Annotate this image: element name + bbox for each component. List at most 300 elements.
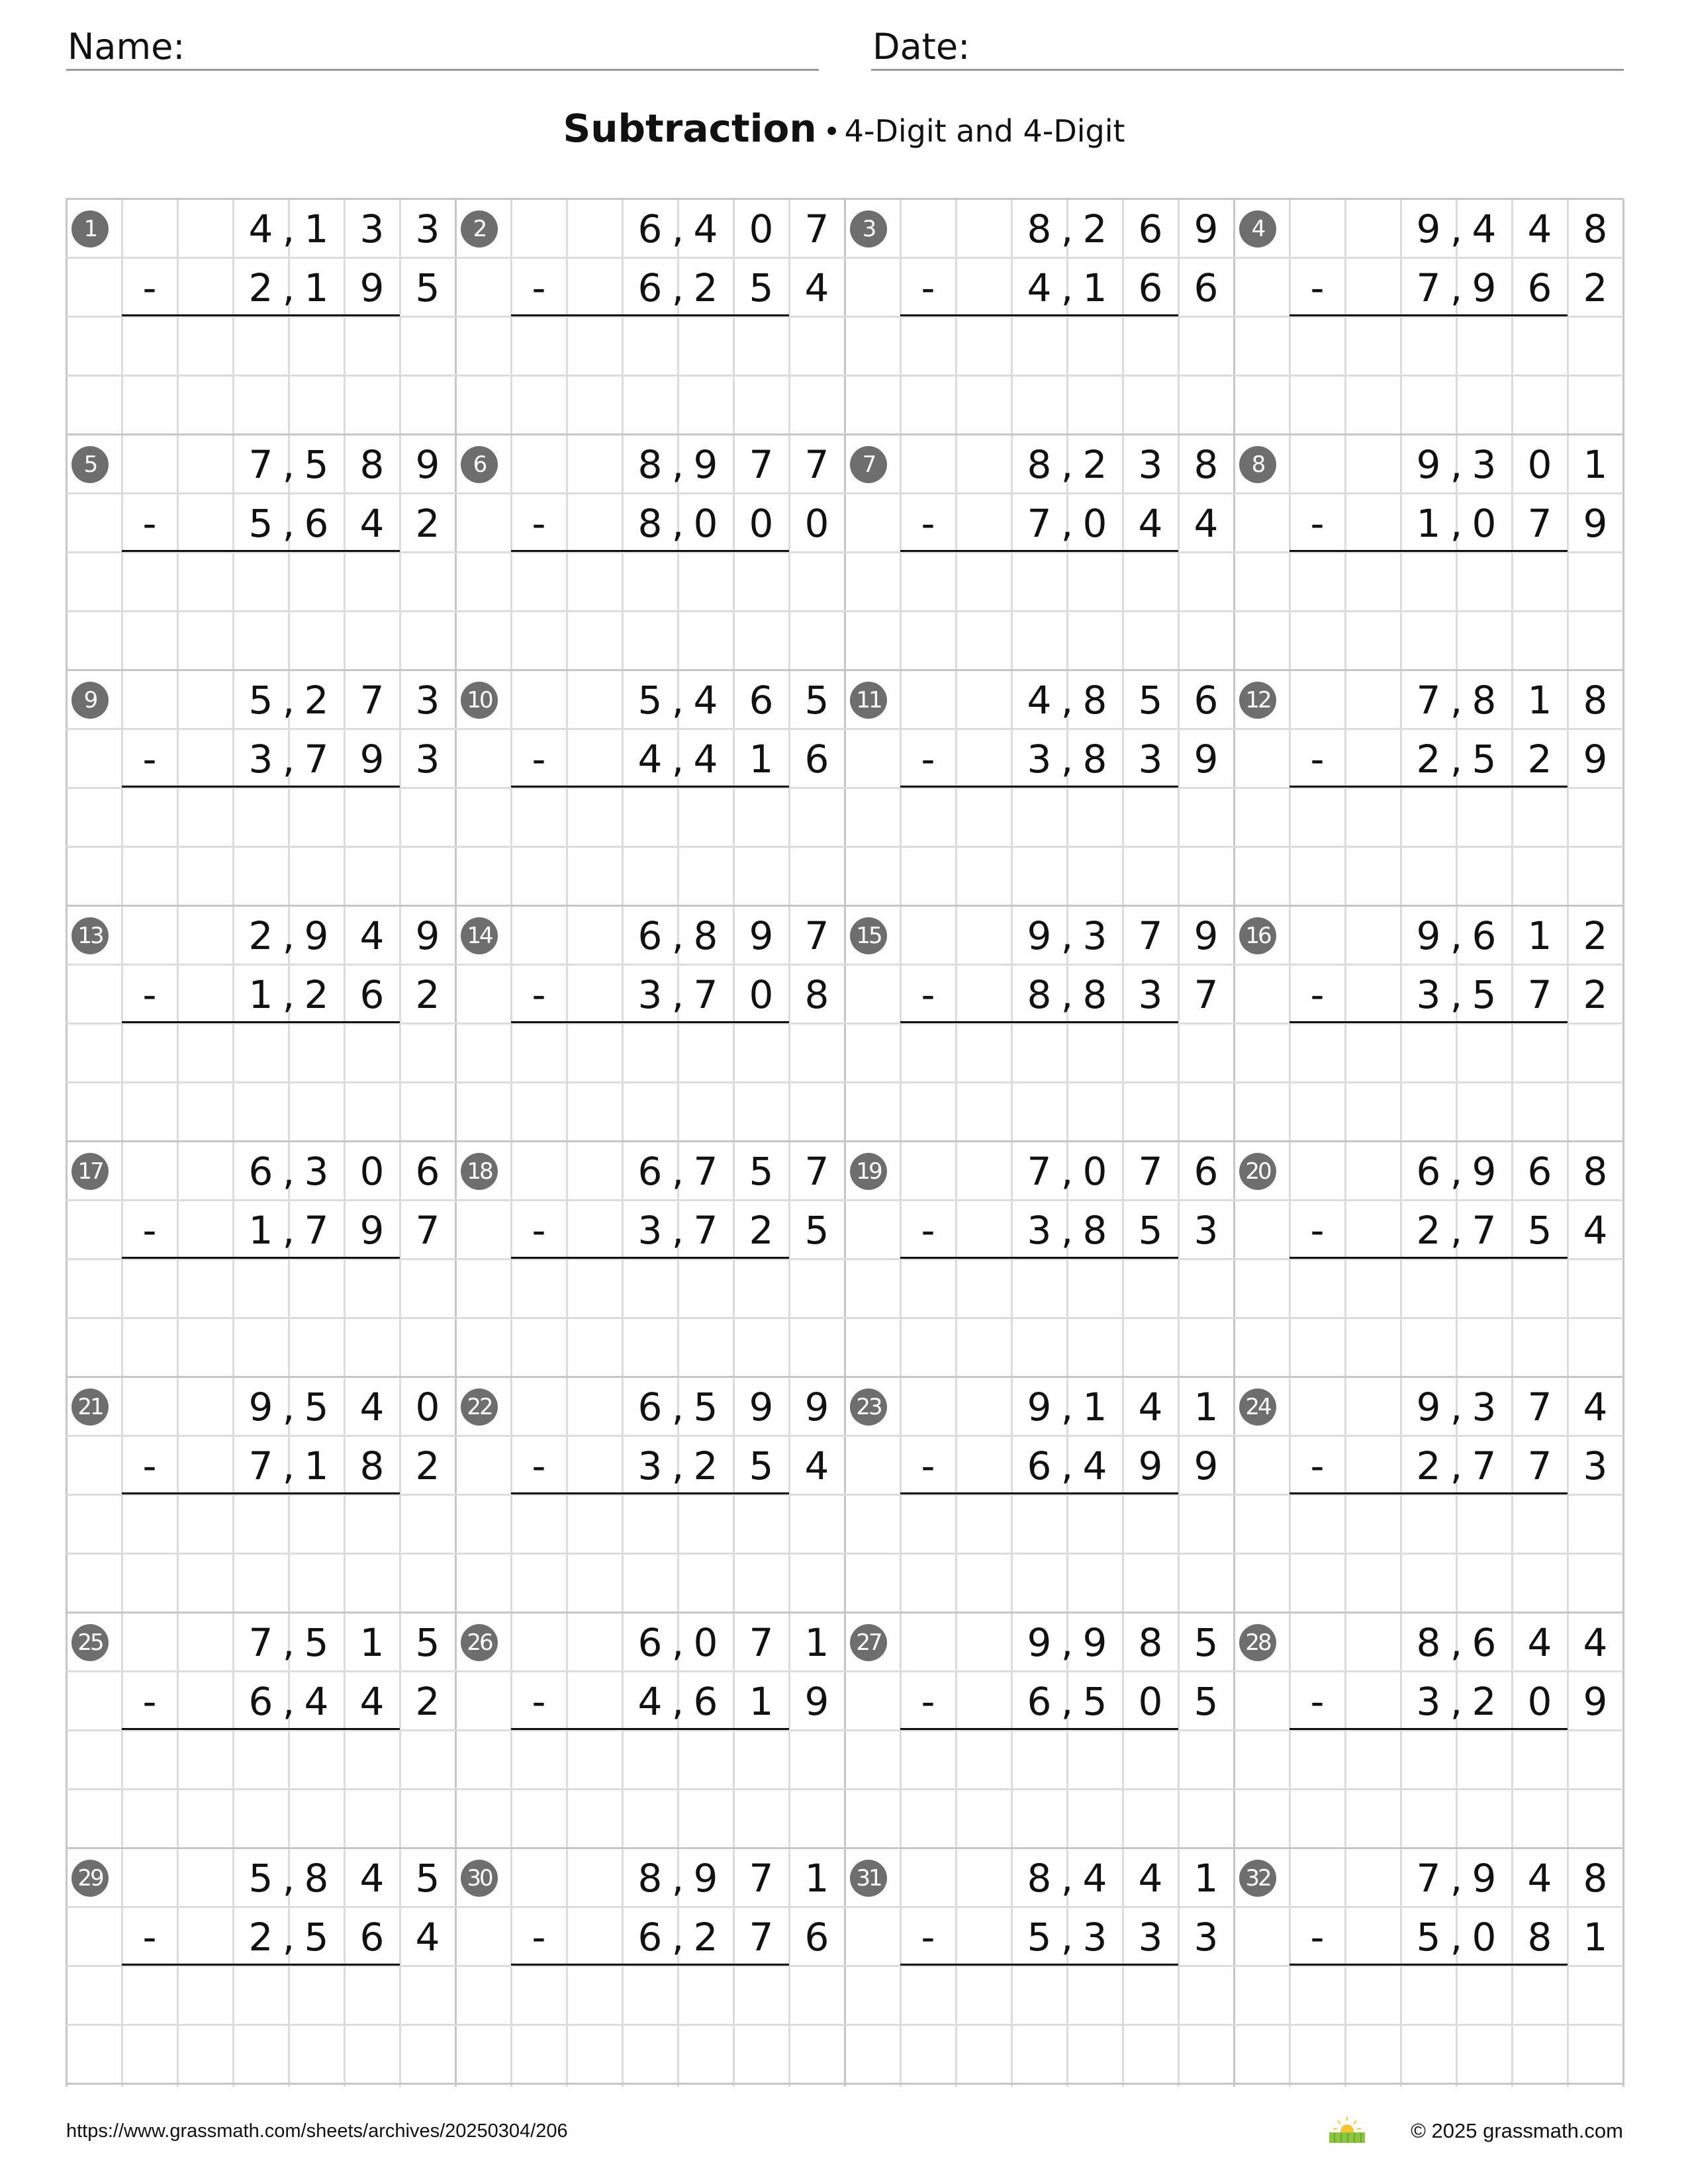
minuend-digit: 3 xyxy=(1138,442,1163,487)
thousands-comma: , xyxy=(1060,1679,1074,1724)
subtrahend-digit: 3 xyxy=(637,1208,663,1253)
subtrahend-digit: 2 xyxy=(1416,1443,1441,1488)
subtrahend-digit: 5 xyxy=(804,1208,829,1253)
minuend-digit: 9 xyxy=(693,1856,718,1901)
date-field[interactable] xyxy=(871,25,1624,71)
subtrahend-digit: 0 xyxy=(1472,1915,1497,1960)
minuend-digit: 8 xyxy=(1583,206,1608,251)
minuend-digit: 9 xyxy=(1194,206,1219,251)
subtrahend-digit: 3 xyxy=(637,1443,663,1488)
thousands-comma: , xyxy=(1450,442,1463,487)
problem-number-badge: 21 xyxy=(71,1388,109,1426)
subtrahend-digit: 6 xyxy=(1527,265,1552,310)
minuend-digit: 7 xyxy=(1416,1856,1441,1901)
minus-sign: - xyxy=(921,1208,935,1253)
minus-sign: - xyxy=(142,972,157,1017)
subtrahend-digit: 7 xyxy=(749,1915,774,1960)
subtrahend-digit: 7 xyxy=(693,1208,718,1253)
minuend-digit: 1 xyxy=(1194,1856,1219,1901)
minus-sign: - xyxy=(1310,737,1325,782)
minus-sign: - xyxy=(921,501,935,546)
minuend-digit: 7 xyxy=(749,442,774,487)
subtrahend-digit: 3 xyxy=(248,737,273,782)
thousands-comma: , xyxy=(671,265,684,310)
subtrahend-digit: 1 xyxy=(304,265,329,310)
thousands-comma: , xyxy=(282,678,295,723)
subtrahend-digit: 9 xyxy=(1583,1679,1608,1724)
subtrahend-digit: 5 xyxy=(1416,1915,1441,1960)
problem-number-badge: 7 xyxy=(850,446,887,483)
date-label: Date: xyxy=(872,26,970,68)
minuend-digit: 5 xyxy=(804,678,829,723)
problem-number-badge: 16 xyxy=(1239,917,1276,954)
minuend-digit: 6 xyxy=(248,1149,273,1194)
problem-number-badge: 18 xyxy=(461,1153,498,1190)
minuend-digit: 9 xyxy=(693,442,718,487)
problem xyxy=(66,1377,455,1612)
thousands-comma: , xyxy=(282,972,295,1017)
thousands-comma: , xyxy=(1450,1443,1463,1488)
problem-number-badge: 14 xyxy=(461,917,498,954)
problem xyxy=(66,199,455,434)
subtrahend-digit: 7 xyxy=(1472,1443,1497,1488)
thousands-comma: , xyxy=(1060,913,1074,958)
subtrahend-digit: 6 xyxy=(804,737,829,782)
minuend-digit: 7 xyxy=(749,1620,774,1665)
subtrahend-digit: 2 xyxy=(304,972,329,1017)
minuend-digit: 3 xyxy=(304,1149,329,1194)
problem xyxy=(845,434,1234,670)
thousands-comma: , xyxy=(282,1385,295,1430)
problem-number-badge: 19 xyxy=(850,1153,887,1190)
problem-number-badge: 27 xyxy=(850,1624,887,1661)
minuend-digit: 6 xyxy=(1138,206,1163,251)
minuend-digit: 5 xyxy=(248,678,273,723)
subtrahend-digit: 4 xyxy=(804,265,829,310)
thousands-comma: , xyxy=(1450,1149,1463,1194)
subtrahend-digit: 5 xyxy=(248,501,273,546)
minuend-digit: 6 xyxy=(637,1149,663,1194)
minuend-digit: 1 xyxy=(1082,1385,1107,1430)
thousands-comma: , xyxy=(1450,1620,1463,1665)
footer-copyright: © 2025 grassmath.com xyxy=(1411,2119,1623,2142)
subtrahend-digit: 2 xyxy=(415,1679,440,1724)
minus-sign: - xyxy=(532,501,546,546)
minuend-digit: 5 xyxy=(304,442,329,487)
subtrahend-digit: 9 xyxy=(1138,1443,1163,1488)
thousands-comma: , xyxy=(671,1620,684,1665)
answer-line xyxy=(1289,1964,1568,1966)
minus-sign: - xyxy=(532,1679,546,1724)
subtrahend-digit: 4 xyxy=(637,737,663,782)
answer-line xyxy=(1289,1728,1568,1730)
subtrahend-digit: 3 xyxy=(1027,1208,1052,1253)
minuend-digit: 6 xyxy=(1472,913,1497,958)
thousands-comma: , xyxy=(282,1915,295,1960)
problem xyxy=(845,1377,1234,1612)
problem-number-badge: 29 xyxy=(71,1860,109,1897)
subtrahend-digit: 3 xyxy=(1194,1208,1219,1253)
subtrahend-digit: 0 xyxy=(749,501,774,546)
minuend-digit: 4 xyxy=(693,678,718,723)
minus-sign: - xyxy=(142,501,157,546)
answer-line xyxy=(1289,314,1568,316)
subtrahend-digit: 4 xyxy=(359,1679,385,1724)
minuend-digit: 4 xyxy=(1527,206,1552,251)
minuend-digit: 3 xyxy=(359,206,385,251)
minuend-digit: 7 xyxy=(248,442,273,487)
problem-number-badge: 22 xyxy=(461,1388,498,1426)
minuend-digit: 7 xyxy=(1138,913,1163,958)
minuend-digit: 1 xyxy=(1527,913,1552,958)
thousands-comma: , xyxy=(671,678,684,723)
subtrahend-digit: 1 xyxy=(1082,265,1107,310)
problem xyxy=(66,1612,455,1848)
minuend-digit: 9 xyxy=(1027,1385,1052,1430)
minuend-digit: 7 xyxy=(248,1620,273,1665)
minuend-digit: 9 xyxy=(1472,1856,1497,1901)
thousands-comma: , xyxy=(1450,678,1463,723)
minuend-digit: 1 xyxy=(804,1620,829,1665)
subtrahend-digit: 5 xyxy=(304,1915,329,1960)
problem xyxy=(1234,1377,1623,1612)
thousands-comma: , xyxy=(1450,737,1463,782)
thousands-comma: , xyxy=(1450,1915,1463,1960)
problem xyxy=(1234,199,1623,434)
problem xyxy=(455,905,845,1141)
subtrahend-digit: 9 xyxy=(804,1679,829,1724)
problem xyxy=(66,1848,455,2083)
minuend-digit: 5 xyxy=(304,1385,329,1430)
minuend-digit: 8 xyxy=(1027,442,1052,487)
minuend-digit: 1 xyxy=(359,1620,385,1665)
thousands-comma: , xyxy=(1450,913,1463,958)
problem xyxy=(66,434,455,670)
minuend-digit: 8 xyxy=(1583,678,1608,723)
minuend-digit: 9 xyxy=(749,913,774,958)
problem-number-badge: 13 xyxy=(71,917,109,954)
problem-number-badge: 23 xyxy=(850,1388,887,1426)
thousands-comma: , xyxy=(1450,1679,1463,1724)
answer-line xyxy=(511,1492,789,1494)
answer-line xyxy=(1289,786,1568,788)
thousands-comma: , xyxy=(1060,737,1074,782)
answer-line xyxy=(122,550,400,552)
name-label: Name: xyxy=(68,26,185,68)
thousands-comma: , xyxy=(671,1915,684,1960)
subtrahend-digit: 9 xyxy=(359,265,385,310)
subtrahend-digit: 3 xyxy=(1194,1915,1219,1960)
problem xyxy=(455,670,845,905)
problem-number-badge: 9 xyxy=(71,682,109,719)
subtrahend-digit: 9 xyxy=(1472,265,1497,310)
thousands-comma: , xyxy=(282,265,295,310)
thousands-comma: , xyxy=(671,1208,684,1253)
thousands-comma: , xyxy=(1060,265,1074,310)
minus-sign: - xyxy=(921,972,935,1017)
subtrahend-digit: 1 xyxy=(248,972,273,1017)
subtrahend-digit: 6 xyxy=(248,1679,273,1724)
subtrahend-digit: 2 xyxy=(415,972,440,1017)
answer-line xyxy=(900,314,1178,316)
minus-sign: - xyxy=(921,1679,935,1724)
minuend-digit: 7 xyxy=(1027,1149,1052,1194)
answer-line xyxy=(122,1492,400,1494)
subtrahend-digit: 1 xyxy=(248,1208,273,1253)
minuend-digit: 9 xyxy=(1416,206,1441,251)
subtrahend-digit: 3 xyxy=(637,972,663,1017)
minus-sign: - xyxy=(1310,501,1325,546)
minuend-digit: 7 xyxy=(1527,1385,1552,1430)
minuend-digit: 5 xyxy=(304,1620,329,1665)
name-field[interactable] xyxy=(66,25,819,71)
minuend-digit: 8 xyxy=(637,1856,663,1901)
thousands-comma: , xyxy=(282,1208,295,1253)
subtrahend-digit: 7 xyxy=(415,1208,440,1253)
problem-grid xyxy=(66,199,1623,2087)
subtrahend-digit: 4 xyxy=(1082,1443,1107,1488)
answer-line xyxy=(1289,1021,1568,1023)
answer-line xyxy=(511,1728,789,1730)
minus-sign: - xyxy=(142,1915,157,1960)
minuend-digit: 4 xyxy=(693,206,718,251)
subtrahend-digit: 8 xyxy=(1082,737,1107,782)
thousands-comma: , xyxy=(282,501,295,546)
subtrahend-digit: 4 xyxy=(359,501,385,546)
subtrahend-digit: 1 xyxy=(1416,501,1441,546)
minus-sign: - xyxy=(142,737,157,782)
thousands-comma: , xyxy=(282,913,295,958)
minuend-digit: 3 xyxy=(415,206,440,251)
problem-number-badge: 6 xyxy=(461,446,498,483)
minuend-digit: 4 xyxy=(1527,1620,1552,1665)
grass-sun-logo-icon xyxy=(1327,2115,1368,2144)
thousands-comma: , xyxy=(671,501,684,546)
subtrahend-digit: 7 xyxy=(1527,1443,1552,1488)
minuend-digit: 8 xyxy=(1416,1620,1441,1665)
problem xyxy=(845,905,1234,1141)
subtrahend-digit: 0 xyxy=(804,501,829,546)
minuend-digit: 1 xyxy=(1194,1385,1219,1430)
thousands-comma: , xyxy=(1060,501,1074,546)
minuend-digit: 3 xyxy=(1472,442,1497,487)
answer-line xyxy=(900,1021,1178,1023)
thousands-comma: , xyxy=(1060,1856,1074,1901)
subtrahend-digit: 7 xyxy=(304,1208,329,1253)
answer-line xyxy=(900,1728,1178,1730)
minuend-digit: 8 xyxy=(637,442,663,487)
thousands-comma: , xyxy=(1450,1856,1463,1901)
subtrahend-digit: 9 xyxy=(1194,1443,1219,1488)
minuend-digit: 5 xyxy=(1194,1620,1219,1665)
subtrahend-digit: 2 xyxy=(1527,737,1552,782)
minuend-digit: 6 xyxy=(1416,1149,1441,1194)
thousands-comma: , xyxy=(282,1856,295,1901)
subtrahend-digit: 3 xyxy=(1138,737,1163,782)
minuend-digit: 8 xyxy=(1027,206,1052,251)
minus-sign: - xyxy=(921,737,935,782)
thousands-comma: , xyxy=(282,1149,295,1194)
subtrahend-digit: 6 xyxy=(637,265,663,310)
subtrahend-digit: 4 xyxy=(1138,501,1163,546)
thousands-comma: , xyxy=(1060,1385,1074,1430)
minus-sign: - xyxy=(1310,1208,1325,1253)
problem-number-badge: 28 xyxy=(1239,1624,1276,1661)
problem xyxy=(845,199,1234,434)
answer-line xyxy=(511,314,789,316)
subtrahend-digit: 4 xyxy=(415,1915,440,1960)
subtrahend-digit: 4 xyxy=(693,737,718,782)
problem-number-badge: 11 xyxy=(850,682,887,719)
problem xyxy=(1234,905,1623,1141)
problem xyxy=(455,434,845,670)
subtrahend-digit: 1 xyxy=(749,737,774,782)
subtrahend-digit: 5 xyxy=(749,1443,774,1488)
minuend-digit: 7 xyxy=(804,913,829,958)
subtrahend-digit: 4 xyxy=(304,1679,329,1724)
answer-line xyxy=(511,786,789,788)
problem xyxy=(66,1141,455,1377)
title-main: Subtraction xyxy=(563,106,817,151)
subtrahend-digit: 4 xyxy=(1027,265,1052,310)
minuend-digit: 7 xyxy=(804,1149,829,1194)
problem xyxy=(455,199,845,434)
subtrahend-digit: 3 xyxy=(1027,737,1052,782)
minuend-digit: 7 xyxy=(693,1149,718,1194)
minuend-digit: 0 xyxy=(1082,1149,1107,1194)
minuend-digit: 4 xyxy=(359,1856,385,1901)
subtrahend-digit: 9 xyxy=(1583,501,1608,546)
subtrahend-digit: 6 xyxy=(693,1679,718,1724)
subtrahend-digit: 2 xyxy=(693,1915,718,1960)
thousands-comma: , xyxy=(671,1443,684,1488)
answer-line xyxy=(900,786,1178,788)
problem xyxy=(66,905,455,1141)
thousands-comma: , xyxy=(282,1443,295,1488)
thousands-comma: , xyxy=(1450,501,1463,546)
minuend-digit: 9 xyxy=(1416,1385,1441,1430)
minuend-digit: 7 xyxy=(1138,1149,1163,1194)
minuend-digit: 4 xyxy=(1583,1385,1608,1430)
answer-line xyxy=(900,1257,1178,1259)
minuend-digit: 1 xyxy=(304,206,329,251)
minuend-digit: 6 xyxy=(637,913,663,958)
minuend-digit: 9 xyxy=(749,1385,774,1430)
answer-line xyxy=(511,550,789,552)
minuend-digit: 6 xyxy=(1472,1620,1497,1665)
minus-sign: - xyxy=(532,1443,546,1488)
minuend-digit: 5 xyxy=(415,1856,440,1901)
problem xyxy=(845,1612,1234,1848)
problem xyxy=(1234,1612,1623,1848)
thousands-comma: , xyxy=(1060,972,1074,1017)
subtrahend-digit: 5 xyxy=(1527,1208,1552,1253)
subtrahend-digit: 6 xyxy=(359,1915,385,1960)
problem-number-badge: 2 xyxy=(461,210,498,248)
subtrahend-digit: 2 xyxy=(248,1915,273,1960)
problem-number-badge: 17 xyxy=(71,1153,109,1190)
worksheet-title xyxy=(0,106,1688,151)
subtrahend-digit: 5 xyxy=(1472,972,1497,1017)
minuend-digit: 8 xyxy=(693,913,718,958)
thousands-comma: , xyxy=(1060,1443,1074,1488)
subtrahend-digit: 5 xyxy=(749,265,774,310)
subtrahend-digit: 0 xyxy=(1527,1679,1552,1724)
minuend-digit: 5 xyxy=(693,1385,718,1430)
minuend-digit: 0 xyxy=(693,1620,718,1665)
minuend-digit: 5 xyxy=(1138,678,1163,723)
subtrahend-digit: 6 xyxy=(1027,1443,1052,1488)
problem-number-badge: 20 xyxy=(1239,1153,1276,1190)
problem-number-badge: 8 xyxy=(1239,446,1276,483)
subtrahend-digit: 0 xyxy=(1472,501,1497,546)
minuend-digit: 4 xyxy=(1138,1856,1163,1901)
problem-number-badge: 1 xyxy=(71,210,109,248)
minuend-digit: 6 xyxy=(1194,1149,1219,1194)
minuend-digit: 4 xyxy=(1027,678,1052,723)
subtrahend-digit: 5 xyxy=(1138,1208,1163,1253)
answer-line xyxy=(122,1964,400,1966)
minuend-digit: 7 xyxy=(359,678,385,723)
subtrahend-digit: 6 xyxy=(1027,1679,1052,1724)
minuend-digit: 2 xyxy=(248,913,273,958)
minus-sign: - xyxy=(921,1915,935,1960)
answer-line xyxy=(511,1021,789,1023)
thousands-comma: , xyxy=(1060,1149,1074,1194)
title-subtitle: 4-Digit and 4-Digit xyxy=(844,113,1125,149)
thousands-comma: , xyxy=(282,1679,295,1724)
minuend-digit: 6 xyxy=(415,1149,440,1194)
minuend-digit: 6 xyxy=(637,206,663,251)
minus-sign: - xyxy=(532,737,546,782)
minus-sign: - xyxy=(921,265,935,310)
problem-number-badge: 25 xyxy=(71,1624,109,1661)
minus-sign: - xyxy=(921,1443,935,1488)
subtrahend-digit: 5 xyxy=(1194,1679,1219,1724)
subtrahend-digit: 2 xyxy=(693,265,718,310)
minus-sign: - xyxy=(142,1208,157,1253)
subtrahend-digit: 9 xyxy=(1583,737,1608,782)
minuend-digit: 7 xyxy=(1416,678,1441,723)
thousands-comma: , xyxy=(671,442,684,487)
minus-sign: - xyxy=(1310,972,1325,1017)
problem xyxy=(455,1612,845,1848)
minuend-digit: 2 xyxy=(1082,206,1107,251)
minus-sign: - xyxy=(142,265,157,310)
thousands-comma: , xyxy=(282,737,295,782)
subtrahend-digit: 6 xyxy=(1194,265,1219,310)
thousands-comma: , xyxy=(671,972,684,1017)
subtrahend-digit: 2 xyxy=(1583,972,1608,1017)
subtrahend-digit: 2 xyxy=(248,265,273,310)
thousands-comma: , xyxy=(671,1385,684,1430)
minuend-digit: 1 xyxy=(1583,442,1608,487)
subtrahend-digit: 3 xyxy=(415,737,440,782)
minuend-digit: 8 xyxy=(359,442,385,487)
subtrahend-digit: 7 xyxy=(1527,972,1552,1017)
minuend-digit: 8 xyxy=(1138,1620,1163,1665)
minuend-digit: 2 xyxy=(304,678,329,723)
minuend-digit: 2 xyxy=(1583,913,1608,958)
problem xyxy=(455,1377,845,1612)
problem xyxy=(845,670,1234,905)
subtrahend-digit: 6 xyxy=(1138,265,1163,310)
answer-line xyxy=(900,1964,1178,1966)
answer-line xyxy=(900,550,1178,552)
minuend-digit: 6 xyxy=(637,1385,663,1430)
minuend-digit: 3 xyxy=(1082,913,1107,958)
minuend-digit: 5 xyxy=(749,1149,774,1194)
